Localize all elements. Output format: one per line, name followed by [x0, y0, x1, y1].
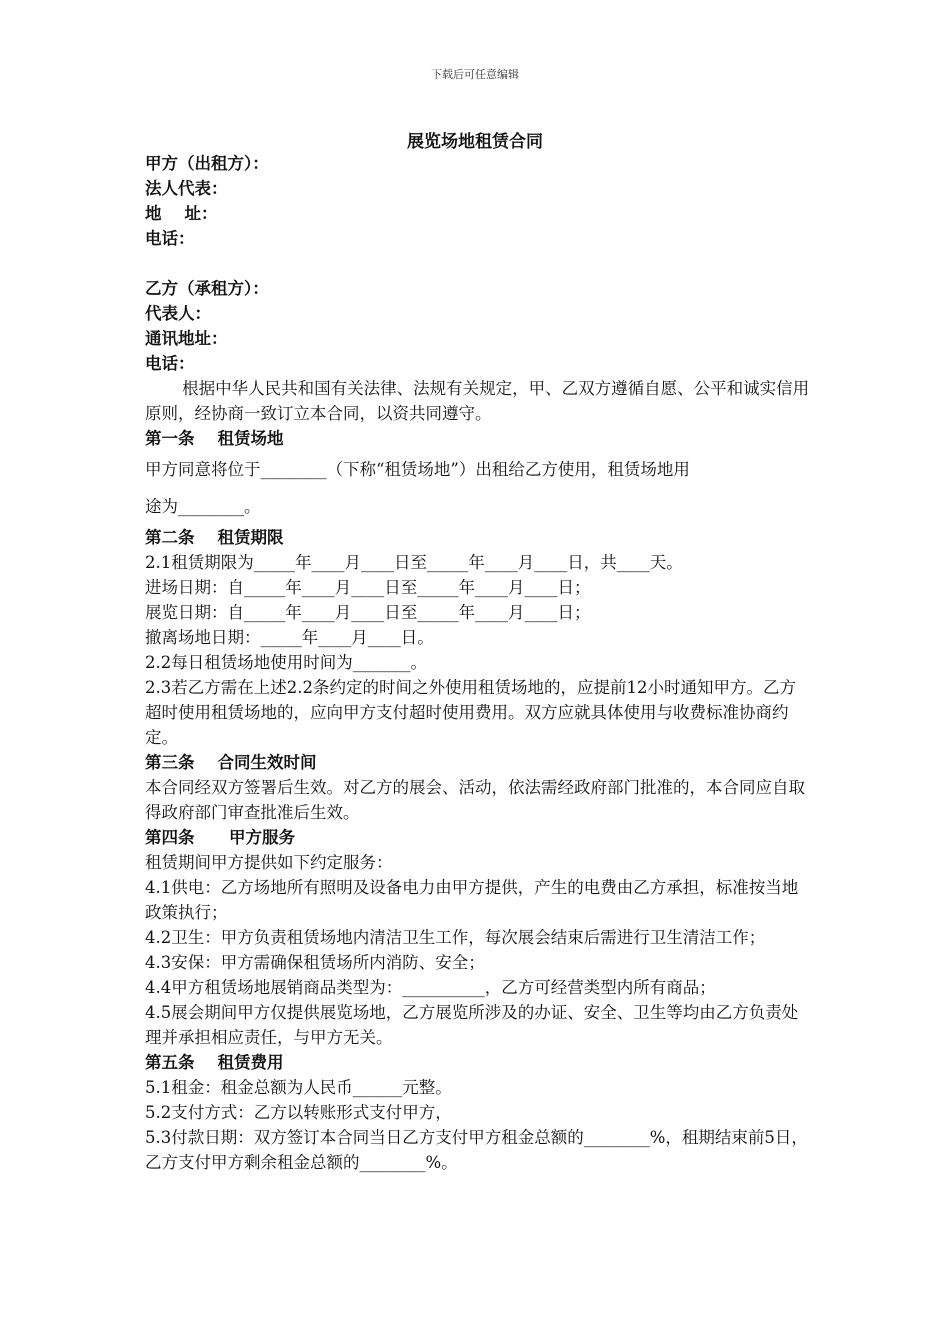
article-2-move-out-date: 撤离场地日期：_____年____月____日。 [145, 628, 434, 647]
article-5-heading: 第五条 租赁费用 [145, 1053, 284, 1072]
article-1-line-2: 途为________。 [145, 497, 261, 516]
party-a-label: 甲方（出租方）： [145, 154, 269, 173]
article-2-heading: 第二条 租赁期限 [145, 528, 284, 547]
article-5-clause-5-1: 5.1租金：租金总额为人民币______元整。 [145, 1078, 452, 1097]
party-b-address: 通讯地址： [145, 329, 228, 348]
article-2-clause-2-2: 2.2每日租赁场地使用时间为_______。 [145, 653, 427, 672]
article-2-clause-2-1: 2.1租赁期限为_____年____月____日至_____年____月____日，共____天。 [145, 553, 683, 572]
article-1-heading: 第一条 租赁场地 [145, 429, 284, 448]
article-5-clause-5-3: 5.3付款日期：双方签订本合同当日乙方支付甲方租金总额的________%，租期结束前5日，乙方支付甲方剩余租金总额的________%。 [145, 1128, 808, 1172]
page-header-note: 下载后可任意编辑 [431, 68, 519, 81]
article-3-paragraph: 本合同经双方签署后生效。对乙方的展会、活动，依法需经政府部门批准的，本合同应自取得政府部门审查批准后生效。 [145, 778, 805, 822]
party-b-label: 乙方（承租方）： [145, 279, 269, 298]
party-a-legal-rep: 法人代表： [145, 179, 228, 198]
document-title: 展览场地租赁合同 [407, 132, 543, 152]
spacer [145, 251, 810, 276]
party-a-address: 地 址： [145, 204, 218, 223]
party-b-phone: 电话： [145, 354, 195, 373]
article-4-heading: 第四条 甲方服务 [145, 828, 295, 847]
article-4-clause-4-2: 4.2卫生：甲方负责租赁场地内清洁卫生工作，每次展会结束后需进行卫生清洁工作； [145, 928, 766, 947]
contract-body [145, 151, 810, 1175]
preamble-paragraph: 根据中华人民共和国有关法律、法规有关规定，甲、乙双方遵循自愿、公平和诚实信用原则，经协商一致订立本合同，以资共同遵守。 [145, 379, 810, 423]
article-2-move-in-dates: 进场日期：自_____年____月____日至_____年____月____日； [145, 578, 591, 597]
article-5-clause-5-2: 5.2支付方式：乙方以转账形式支付甲方， [145, 1103, 452, 1122]
article-2-exhibition-dates: 展览日期：自_____年____月____日至_____年____月____日； [145, 603, 591, 622]
party-a-phone: 电话： [145, 229, 195, 248]
party-b-rep: 代表人： [145, 304, 211, 323]
article-4-clause-4-1: 4.1供电：乙方场地所有照明及设备电力由甲方提供，产生的电费由乙方承担，标准按当地政策执行； [145, 878, 799, 922]
article-4-intro: 租赁期间甲方提供如下约定服务： [145, 853, 393, 872]
article-4-clause-4-4: 4.4甲方租赁场地展销商品类型为：__________，乙方可经营类型内所有商品； [145, 978, 716, 997]
article-4-clause-4-3: 4.3安保：甲方需确保租赁场所内消防、安全； [145, 953, 485, 972]
article-2-clause-2-3: 2.3若乙方需在上述2.2条约定的时间之外使用租赁场地的，应提前12小时通知甲方。乙方超时使用租赁场地的，应向甲方支付超时使用费用。双方应就具体使用与收费标准协商约定。 [145, 678, 796, 747]
article-1-line-1: 甲方同意将位于________（下称“租赁场地”）出租给乙方使用，租赁场地用 [145, 460, 690, 479]
article-4-clause-4-5: 4.5展会期间甲方仅提供展览场地，乙方展览所涉及的办证、安全、卫生等均由乙方负责处理并承担相应责任，与甲方无关。 [145, 1003, 799, 1047]
article-3-heading: 第三条 合同生效时间 [145, 753, 317, 772]
